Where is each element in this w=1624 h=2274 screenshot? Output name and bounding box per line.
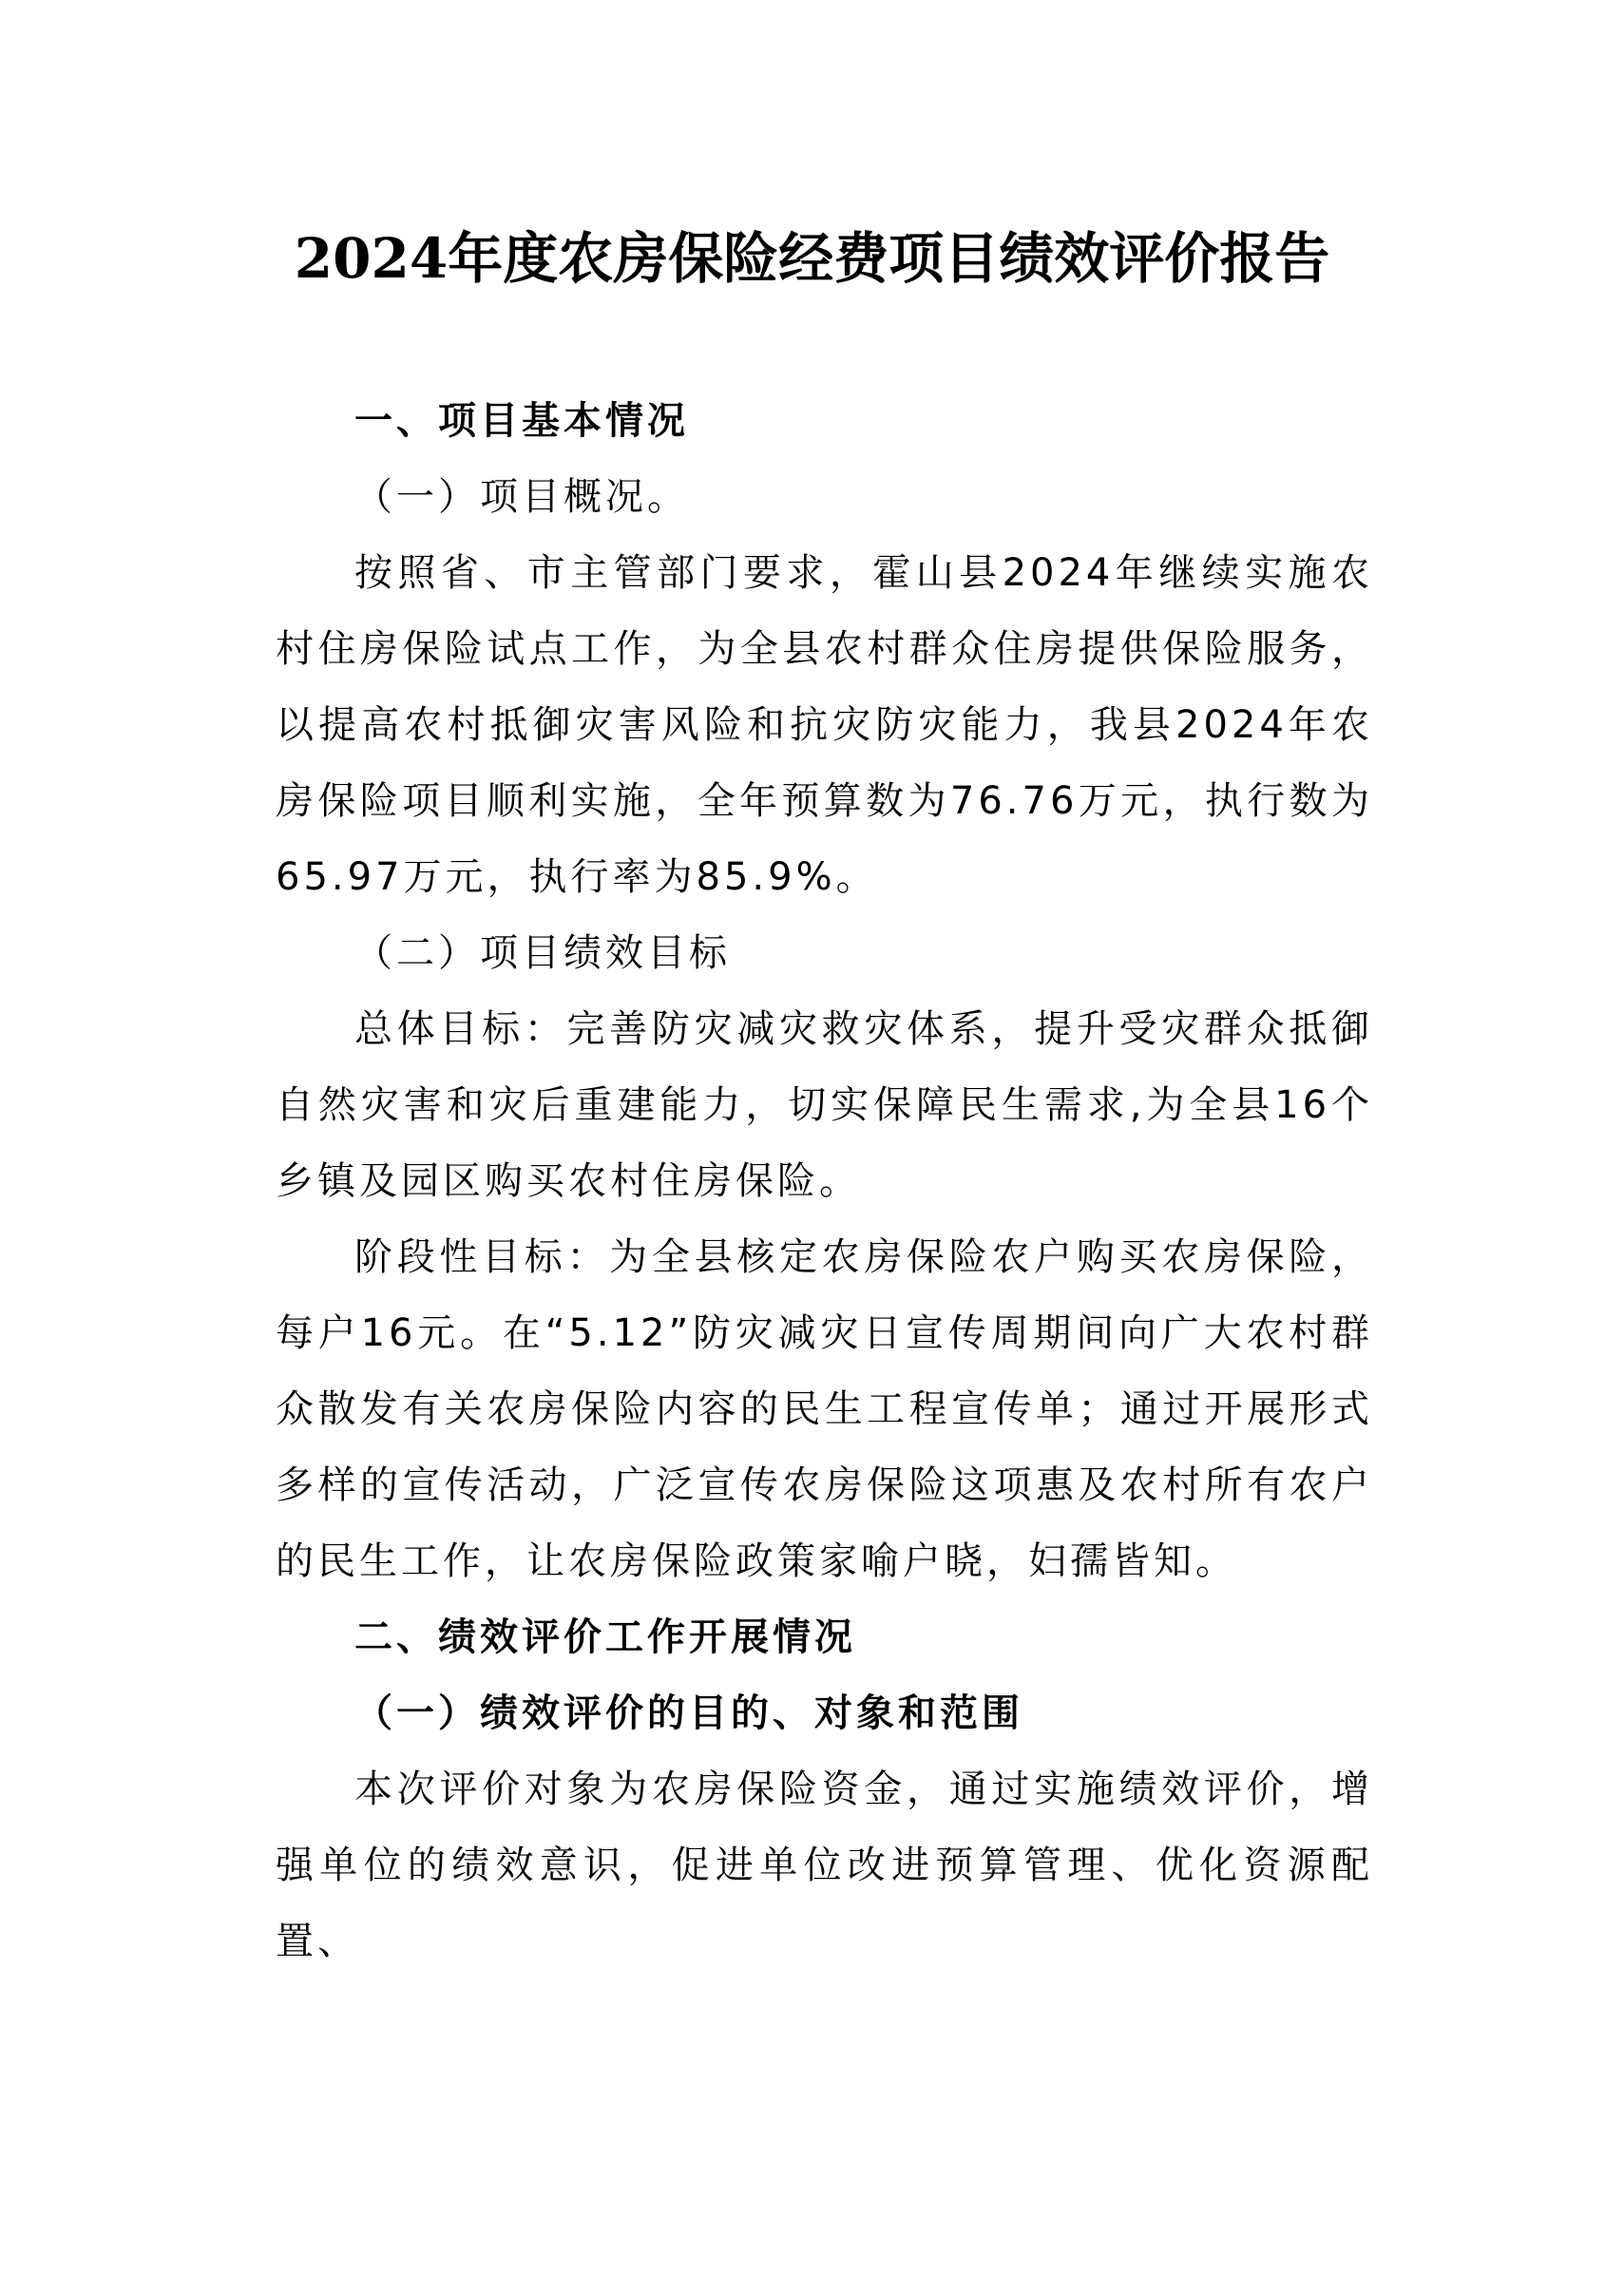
paragraph-overall-goal: 总体目标：完善防灾减灾救灾体系，提升受灾群众抵御自然灾害和灾后重建能力，切实保障民生需求,为全县16个乡镇及园区购买农村住房保险。	[276, 1007, 1373, 1203]
section-heading-basic-info: 一、项目基本情况	[354, 399, 689, 443]
paragraph-project-overview: 按照省、市主管部门要求，霍山县2024年继续实施农村住房保险试点工作，为全县农村群众住房提供保险服务，以提高农村抵御灾害风险和抗灾防灾能力，我县2024年农房保险项目顺利实施，全年预算数为76.76万元，执行数为65.97万元，执行率为85.9%。	[276, 551, 1373, 899]
paragraph-stage-goal: 阶段性目标：为全县核定农房保险农户购买农房保险，每户16元。在“5.12”防灾减灾日宣传周期间向广大农村群众散发有关农房保险内容的民生工程宣传单；通过开展形式多样的宣传活动，广泛宣传农房保险这项惠及农村所有农户的民生工作，让农房保险政策家喻户晓，妇孺皆知。	[276, 1235, 1373, 1583]
subsection-heading-performance-goals: （二）项目绩效目标	[354, 931, 731, 975]
subsection-heading-overview: （一）项目概况。	[354, 475, 689, 519]
document-title: 2024年度农房保险经费项目绩效评价报告	[294, 226, 1330, 291]
document-body	[276, 383, 1373, 1979]
paragraph-evaluation-object: 本次评价对象为农房保险资金，通过实施绩效评价，增强单位的绩效意识，促进单位改进预算管理、优化资源配置、	[276, 1768, 1373, 1963]
section-heading-evaluation-work: 二、绩效评价工作开展情况	[354, 1615, 856, 1659]
subsection-heading-purpose-scope: （一）绩效评价的目的、对象和范围	[354, 1691, 1023, 1735]
